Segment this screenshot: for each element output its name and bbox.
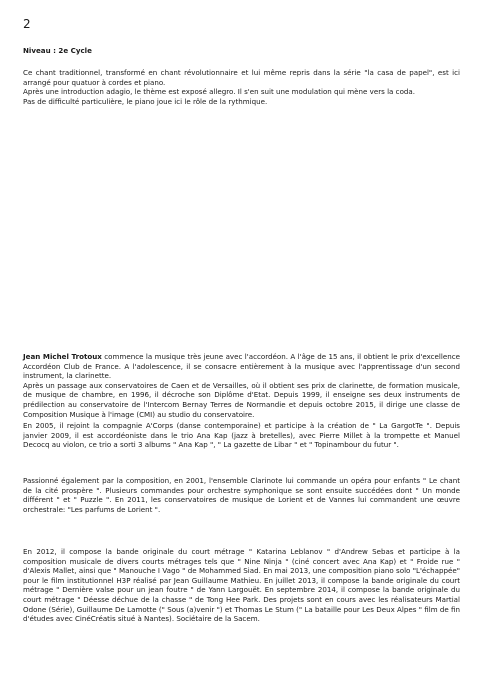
bio-paragraph-2 xyxy=(23,421,460,450)
intro-line: Pas de difficulté particulière, le piano joue ici le rôle de la rythmique. xyxy=(23,96,268,106)
bio-paragraph-1 xyxy=(23,352,460,419)
bio-text: commence la musique très jeune avec l'accordéon. A l'âge de 15 ans, il obtient le prix d'excellence Accordéon Club de France. A l'adolescence, il se consacre entièrement à la musique avec l'apprentissage d'un second instrument, la clarinette. xyxy=(23,352,460,381)
bio-text: En 2012, il compose la bande originale du court métrage " Katarina Leblanov " d'Andrew Sebas et participe à la composition musicale de divers courts métrages tels que " Nine Ninja " (ciné concert avec Ana Kap) et " Froide rue " d'Alexis Mallet, ainsi que " Manouche I Vago " de Mohammed Siad. En mai 2013, une composition piano solo "L'échappée" pour le film institutionnel H3P réalisé par Jean Guillaume Mathieu. En juillet 2013, il compose la bande originale du court métrage " Dernière valse pour un jean foutre " de Yann Largouët. En septembre 2014, il compose la bande originale du court métrage " Déesse déchue de la chasse " de Tong Hee Park. Des projets sont en cours avec les réalisateurs Martial Odone (Série), Guillaume De Lamotte (" Sous (a)venir ") et Thomas Le Stum (" La bataille pour Les Deux Alpes " film de fin d'études avec CinéCréatis situé à Nantes). Sociétaire de la Sacem. xyxy=(23,547,460,624)
bio-text: Après un passage aux conservatoires de Caen et de Versailles, où il obtient ses prix de clarinette, de formation musicale, de musique de chambre, en 1996, il décroche son Diplôme d'Etat. Depuis 1999, il enseigne ses deux instruments de prédilection au conservatoire de l'Intercom Bernay Terres de Normandie et depuis octobre 2015, il dirige une classe de Composition Musique à l'image (CMI) au studio du conservatoire. xyxy=(23,380,460,419)
bio-text: Passionné également par la composition, en 2001, l'ensemble Clarinote lui commande un opéra pour enfants " Le chant de la cité prospère ". Plusieurs commandes pour orchestre symphonique se sont ensuite succédées dont " Un monde différent " et " Puzzle ". En 2011, les conservatoires de musique de Lorient et de Vannes lui commandent une œuvre orchestrale: "Les parfums de Lorient ". xyxy=(23,476,460,514)
composer-name: Jean Michel Trotoux xyxy=(23,352,102,361)
intro-section xyxy=(23,68,460,106)
page-number: 2 xyxy=(23,17,31,31)
intro-line: Ce chant traditionnel, transformé en chant révolutionnaire et lui même repris dans la série "la casa de papel", est ici arrangé pour quatuor à cordes et piano. xyxy=(23,68,460,87)
intro-line: Après une introduction adagio, le thème est exposé allegro. Il s'en suit une modulation qui mène vers la coda. xyxy=(23,87,416,97)
level-heading xyxy=(23,46,460,56)
bio-paragraph-4 xyxy=(23,547,460,624)
bio-text: En 2005, il rejoint la compagnie A'Corps (danse contemporaine) et participe à la création de " La GargotTe ". Depuis janvier 2009, il est accordéoniste dans le trio Ana Kap (jazz à bretelles), avec Pierre Millet à la trompette et Manuel Decocq au violon, ce trio a sorti 3 albums " Ana Kap ", " La gazette de Libar " et " Topinambour du futur ". xyxy=(23,421,460,450)
bio-paragraph-3 xyxy=(23,476,460,514)
level-text: Niveau : 2e Cycle xyxy=(23,46,92,55)
